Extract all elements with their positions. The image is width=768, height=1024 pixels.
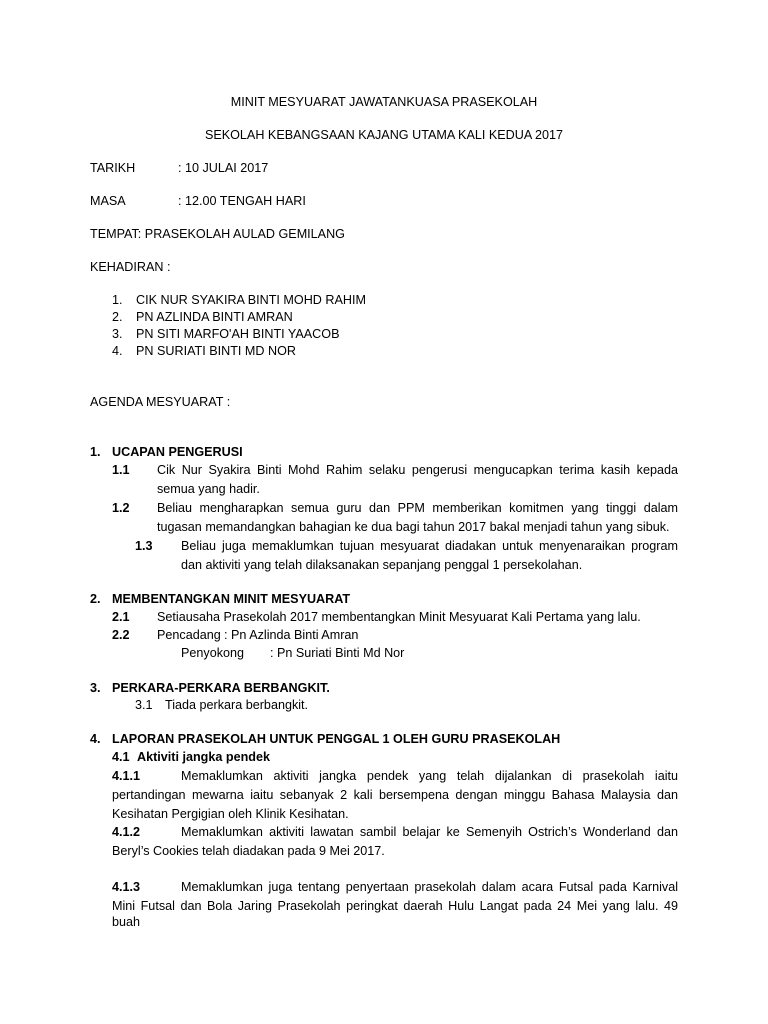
agenda-label: AGENDA MESYUARAT : — [90, 395, 231, 409]
section-number: 1. — [90, 445, 101, 459]
paragraph-text: Mini Futsal dan Bola Jaring Prasekolah peringkat daerah Hulu Langat pada 24 Mei yang lalu. 49 buah — [112, 899, 678, 929]
section-number: 3. — [90, 681, 101, 695]
paragraph-text: Memaklumkan aktiviti jangka pendek yang telah dijalankan di prasekolah iaitu — [181, 769, 678, 783]
section-title: UCAPAN PENGERUSI — [112, 445, 243, 459]
tarikh-label: TARIKH — [90, 161, 136, 175]
item-text: dan aktiviti yang telah dilaksanakan sepanjang penggal 1 persekolahan. — [181, 558, 583, 572]
pencadang-label: Pencadang — [157, 628, 221, 642]
penyokong-value: : Pn Suriati Binti Md Nor — [270, 646, 405, 660]
item-number: 1.2 — [112, 501, 130, 515]
pencadang-value: : Pn Azlinda Binti Amran — [224, 628, 359, 642]
tempat-line: TEMPAT: PRASEKOLAH AULAD GEMILANG — [90, 227, 345, 241]
item-text: Setiausaha Prasekolah 2017 membentangkan Minit Mesyuarat Kali Pertama yang lalu. — [157, 610, 641, 624]
item-text: tugasan memandangkan bahagian ke dua bagi tahun 2017 bakal menjadi tahun yang sibuk. — [157, 520, 670, 534]
item-number: 2.1 — [112, 610, 130, 624]
attendee-number: 1. — [112, 293, 123, 307]
item-number: 3.1 — [135, 698, 153, 712]
paragraph-text: pertandingan mewarna iaitu sebanyak 2 kali bersempena dengan minggu Bahasa Malaysia dan — [112, 788, 678, 802]
subsection-title: Aktiviti jangka pendek — [137, 750, 270, 764]
document-title: MINIT MESYUARAT JAWATANKUASA PRASEKOLAH — [230, 95, 538, 109]
paragraph-number: 4.1.2 — [112, 825, 141, 839]
attendee-name: PN SURIATI BINTI MD NOR — [136, 344, 296, 358]
section-title: MEMBENTANGKAN MINIT MESYUARAT — [112, 592, 351, 606]
paragraph-text: Memaklumkan juga tentang penyertaan prasekolah dalam acara Futsal pada Karnival — [181, 880, 678, 894]
attendee-number: 3. — [112, 327, 123, 341]
subsection-number: 4.1 — [112, 750, 130, 764]
tarikh-value: : 10 JULAI 2017 — [178, 161, 269, 175]
section-number: 4. — [90, 732, 101, 746]
item-text: Tiada perkara berbangkit. — [165, 698, 309, 712]
paragraph-text: Memaklumkan aktiviti lawatan sambil belajar ke Semenyih Ostrich’s Wonderland dan — [181, 825, 678, 839]
masa-label: MASA — [90, 194, 126, 208]
item-text: Cik Nur Syakira Binti Mohd Rahim selaku pengerusi mengucapkan terima kasih kepada — [157, 463, 678, 477]
section-title: PERKARA-PERKARA BERBANGKIT. — [112, 681, 330, 695]
item-text: Beliau mengharapkan semua guru dan PPM memberikan komitmen yang tinggi dalam — [157, 501, 678, 515]
item-number: 1.3 — [135, 539, 153, 553]
section-title: LAPORAN PRASEKOLAH UNTUK PENGGAL 1 OLEH GURU PRASEKOLAH — [112, 732, 561, 746]
masa-value: : 12.00 TENGAH HARI — [178, 194, 306, 208]
kehadiran-label: KEHADIRAN : — [90, 260, 171, 274]
item-number: 2.2 — [112, 628, 130, 642]
item-number: 1.1 — [112, 463, 130, 477]
attendee-number: 2. — [112, 310, 123, 324]
paragraph-number: 4.1.1 — [112, 769, 141, 783]
item-text: Beliau juga memaklumkan tujuan mesyuarat diadakan untuk menyenaraikan program — [181, 539, 678, 553]
attendee-number: 4. — [112, 344, 123, 358]
penyokong-label: Penyokong — [181, 646, 245, 660]
item-text: semua yang hadir. — [157, 482, 260, 496]
attendee-name: CIK NUR SYAKIRA BINTI MOHD RAHIM — [136, 293, 366, 307]
attendee-name: PN AZLINDA BINTI AMRAN — [136, 310, 293, 324]
attendee-name: PN SITI MARFO'AH BINTI YAACOB — [136, 327, 340, 341]
paragraph-text: Beryl’s Cookies telah diadakan pada 9 Mei 2017. — [112, 844, 385, 858]
paragraph-number: 4.1.3 — [112, 880, 141, 894]
section-number: 2. — [90, 592, 101, 606]
paragraph-text: Kesihatan Pergigian oleh Klinik Kesihatan. — [112, 807, 349, 821]
document-subtitle: SEKOLAH KEBANGSAAN KAJANG UTAMA KALI KEDUA 2017 — [204, 128, 564, 142]
